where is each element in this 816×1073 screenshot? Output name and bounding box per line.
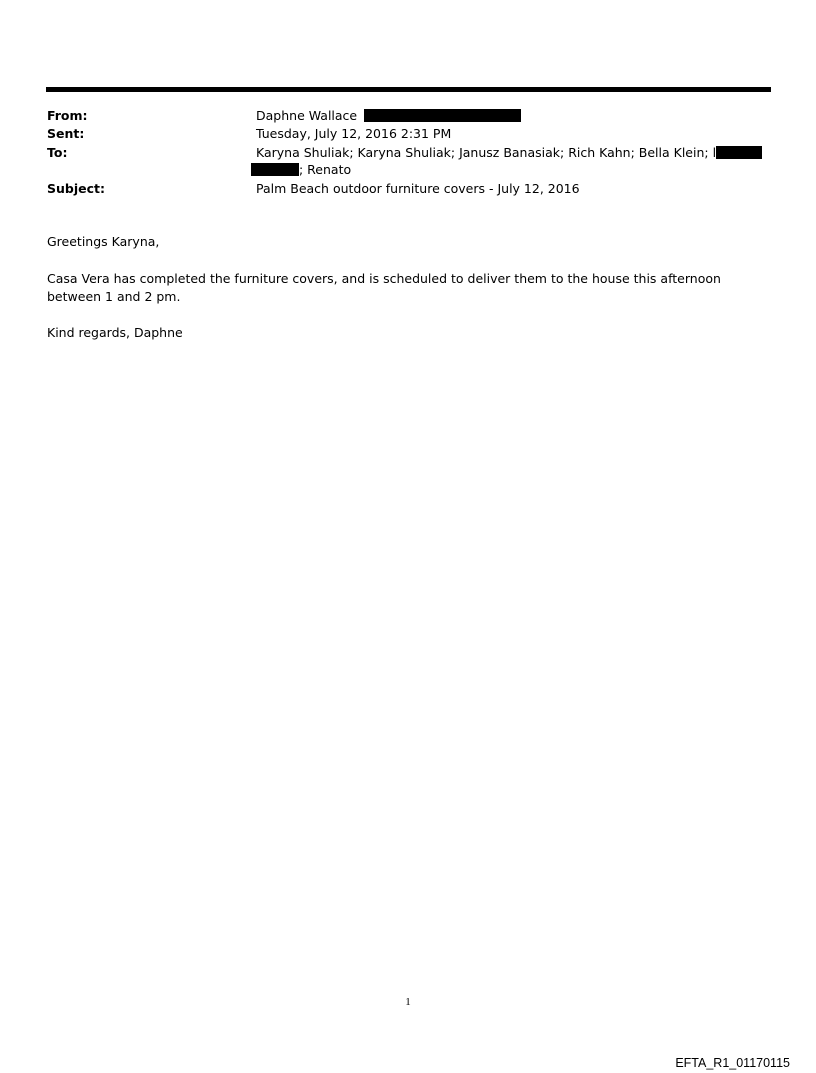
sent-label: Sent: [47, 126, 85, 141]
subject-label: Subject: [47, 181, 105, 196]
from-name: Daphne Wallace [256, 108, 358, 123]
to-label: To: [47, 145, 68, 160]
redaction-block [251, 163, 299, 176]
document-id: EFTA_R1_01170115 [675, 1056, 790, 1070]
message-body: Casa Vera has completed the furniture covers, and is scheduled to deliver them to the house this afternoon between 1 and 2 pm. [47, 271, 721, 304]
to-field-line1 [256, 145, 762, 161]
greeting: Greetings Karyna, [47, 234, 160, 249]
from-label: From: [47, 108, 88, 123]
redaction-block [364, 109, 521, 122]
signoff: Kind regards, Daphne [47, 325, 183, 340]
header-rule [46, 87, 771, 92]
redaction-block [716, 146, 762, 159]
sent-value: Tuesday, July 12, 2016 2:31 PM [256, 126, 452, 141]
subject-value: Palm Beach outdoor furniture covers - July 12, 2016 [256, 181, 580, 196]
to-recipients-cont: ; Renato [299, 162, 352, 177]
to-recipients: Karyna Shuliak; Karyna Shuliak; Janusz Banasiak; Rich Kahn; Bella Klein; [256, 145, 709, 160]
to-recipient-initial: l [712, 145, 717, 160]
to-field-line2 [251, 162, 351, 178]
page-number: 1 [405, 996, 411, 1008]
from-field [256, 108, 521, 124]
